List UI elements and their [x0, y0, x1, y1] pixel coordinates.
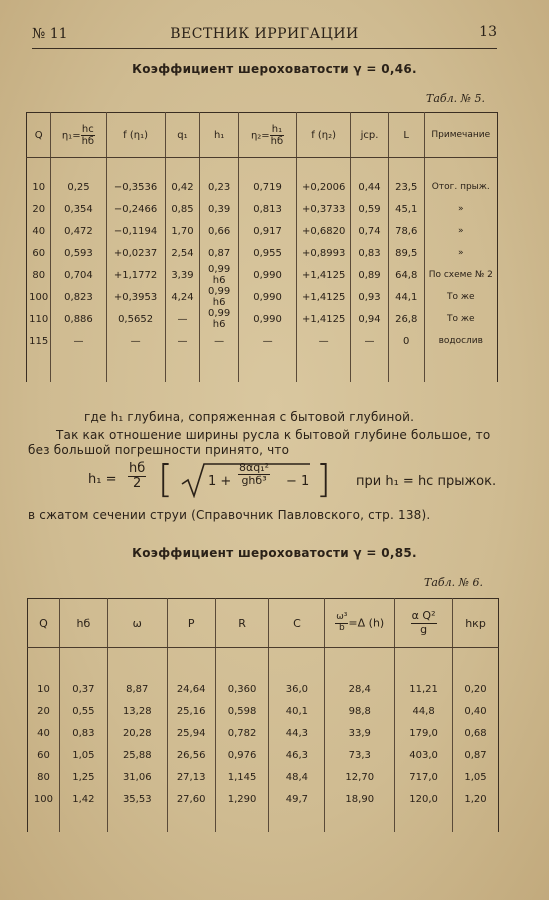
table5-cell: 0,990 [239, 308, 297, 330]
table5-cell: 60 [32, 247, 46, 259]
table6-cell: 0,87 [453, 744, 499, 766]
table5-col-f-eta2: f (η₂) [297, 113, 351, 158]
table5-cell: 1,70 [165, 220, 200, 242]
formula-inner-fraction [238, 462, 270, 487]
table5-cell: −0,1194 [106, 220, 165, 242]
table5-cell: 0,44 [351, 176, 389, 198]
table6-cell: 20,28 [107, 722, 167, 744]
eta2-label: η₂= [250, 130, 270, 141]
table5-cell: +0,0237 [106, 242, 165, 264]
left-bracket-icon: [ [158, 457, 173, 501]
table6-cell: 26,56 [167, 744, 215, 766]
table5-cell: 0,66 [200, 220, 239, 242]
table5-cell: 40 [32, 225, 46, 237]
table5-cell: 26,8 [388, 308, 424, 330]
table6-cell: 0,68 [453, 722, 499, 744]
table5-cell: 64,8 [388, 264, 424, 286]
table5-cell: +0,3953 [106, 286, 165, 308]
table5-cell: — [106, 330, 165, 352]
table5-cell: +0,3733 [297, 198, 351, 220]
table6-cell: 60 [37, 749, 50, 761]
table5-cell: 20 [32, 203, 46, 215]
table5-cell: 0,99 h6 [200, 286, 239, 308]
table5-row [27, 198, 498, 220]
table5-label: Табл. № 5. [426, 92, 486, 105]
table6-cell: 0,782 [215, 722, 269, 744]
table5-col-q: Q [27, 113, 51, 158]
table6-col-c: C [269, 599, 325, 648]
table5-col-eta2 [239, 113, 297, 158]
table5-cell: водослив [424, 330, 497, 352]
table6-cell: 8,87 [107, 678, 167, 700]
table5-cell: 45,1 [388, 198, 424, 220]
table5-cell: 3,39 [165, 264, 200, 286]
table6-cell: 36,0 [269, 678, 325, 700]
table6-col-aq2g [395, 599, 453, 648]
table5-cell: 0,886 [51, 308, 106, 330]
table6-cell: 24,64 [167, 678, 215, 700]
table6-cell: 1,25 [59, 766, 107, 788]
table5-cell: 0,955 [239, 242, 297, 264]
table5-cell: 0,99 h6 [200, 308, 239, 330]
table6-cell: 20 [37, 705, 50, 717]
text-reference: в сжатом сечении струи (Справочник Павловского, стр. 138). [28, 508, 431, 522]
table6-row [28, 744, 499, 766]
conjugate-depth-formula [88, 458, 518, 502]
table6-cell: 27,13 [167, 766, 215, 788]
table6-header-row [28, 599, 499, 648]
table6-col-hb: hб [59, 599, 107, 648]
table6-cell: 48,4 [269, 766, 325, 788]
table6-col-q: Q [28, 599, 60, 648]
table5-cell: 23,5 [388, 176, 424, 198]
table5-cell: — [351, 330, 389, 352]
table5-cell: 100 [29, 291, 49, 303]
table5-cell: — [239, 330, 297, 352]
running-header [32, 24, 497, 49]
table5-cell: » [424, 220, 497, 242]
table5-col-l: L [388, 113, 424, 158]
formula-inner-den: ghб³ [241, 474, 267, 488]
table5-title: Коэффициент шероховатости γ = 0,46. [132, 62, 417, 76]
table5-cell: 0,39 [200, 198, 239, 220]
table6 [27, 598, 499, 832]
table5-cell: +1,4125 [297, 308, 351, 330]
table6-cell: 40,1 [269, 700, 325, 722]
table5-col-eta1 [51, 113, 106, 158]
table5-cell: » [424, 198, 497, 220]
table6-cell: 80 [37, 771, 50, 783]
table5-cell: — [165, 330, 200, 352]
table6-cell: 13,28 [107, 700, 167, 722]
eta1-label: η₁= [61, 130, 81, 141]
page-number: 13 [479, 24, 497, 40]
table5-cell: 0,89 [351, 264, 389, 286]
delta-label: =Δ (h) [348, 616, 385, 629]
table6-cell: 1,20 [453, 788, 499, 810]
table6-cell: 98,8 [325, 700, 395, 722]
table5-cell: 0,94 [351, 308, 389, 330]
table5-cell: 2,54 [165, 242, 200, 264]
text-depth-definition: где h₁ глубина, сопряженная с бытовой глубиной. [84, 410, 415, 424]
table5-row [27, 176, 498, 198]
table6-cell: 0,83 [59, 722, 107, 744]
table6-row [28, 700, 499, 722]
table6-cell: 0,976 [215, 744, 269, 766]
table6-cell: 73,3 [325, 744, 395, 766]
table6-cell: 179,0 [395, 722, 453, 744]
table6-cell: 18,90 [325, 788, 395, 810]
table6-cell: 27,60 [167, 788, 215, 810]
table5-cell: То же [424, 286, 497, 308]
table5-col-jcp: jср. [351, 113, 389, 158]
table5-row [27, 330, 498, 352]
table5-cell: 0 [388, 330, 424, 352]
table5-cell: 0,87 [200, 242, 239, 264]
table6-cell: 33,9 [325, 722, 395, 744]
table6-col-r: R [215, 599, 269, 648]
table5 [26, 112, 498, 382]
table6-cell: 25,94 [167, 722, 215, 744]
table5-col-note: Примечание [424, 113, 497, 158]
table5-cell: 0,85 [165, 198, 200, 220]
table5-cell: −0,3536 [106, 176, 165, 198]
eta2-num: h₁ [270, 124, 285, 136]
formula-half-den: 2 [132, 476, 142, 492]
text-accepted: без большой погрешности принято, что [28, 443, 290, 457]
table6-cell: 31,06 [107, 766, 167, 788]
table5-cell: » [424, 242, 497, 264]
table5-cell: 0,917 [239, 220, 297, 242]
table5-row [27, 286, 498, 308]
table5-cell: −0,2466 [106, 198, 165, 220]
table5-cell: 10 [32, 181, 46, 193]
eta2-den: hб [270, 135, 284, 147]
table6-cell: 717,0 [395, 766, 453, 788]
table5-cell: 0,5652 [106, 308, 165, 330]
journal-title: ВЕСТНИК ИРРИГАЦИИ [170, 26, 359, 42]
formula-half-depth [128, 462, 146, 492]
table6-cell: 25,16 [167, 700, 215, 722]
table6-col-delta-h [325, 599, 395, 648]
table5-cell: 0,93 [351, 286, 389, 308]
table5-cell: 78,6 [388, 220, 424, 242]
table6-cell: 1,05 [453, 766, 499, 788]
table5-cell: 0,593 [51, 242, 106, 264]
table5-cell: +1,4125 [297, 264, 351, 286]
table5-cell: 44,1 [388, 286, 424, 308]
right-bracket-icon: ] [316, 457, 331, 501]
table6-cell: 0,37 [59, 678, 107, 700]
table5-cell: +1,1772 [106, 264, 165, 286]
table6-col-p: P [167, 599, 215, 648]
eta1-den: hб [81, 135, 95, 147]
table6-title: Коэффициент шероховатости γ = 0,85. [132, 546, 417, 560]
table5-cell: 0,25 [51, 176, 106, 198]
table5-cell: — [297, 330, 351, 352]
table6-cell: 35,53 [107, 788, 167, 810]
text-ratio-sentence: Так как отношение ширины русла к бытовой глубине большое, то [56, 428, 491, 442]
table5-cell: 0,42 [165, 176, 200, 198]
table6-cell: 46,3 [269, 744, 325, 766]
aq2g-den: g [420, 622, 428, 636]
delta-den: b [338, 622, 345, 633]
aq2g-num: α Q² [411, 609, 436, 623]
table5-header-row [27, 113, 498, 158]
table6-cell: 0,40 [453, 700, 499, 722]
table5-cell: 0,719 [239, 176, 297, 198]
table5-cell: 89,5 [388, 242, 424, 264]
table5-cell: 0,59 [351, 198, 389, 220]
table5-cell: — [200, 330, 239, 352]
table6-col-hkr: hкр [453, 599, 499, 648]
formula-inner-num: 8αq₁² [239, 461, 270, 474]
table5-cell: +1,4125 [297, 286, 351, 308]
table5-cell: То же [424, 308, 497, 330]
table5-col-q1: q₁ [165, 113, 200, 158]
table6-cell: 28,4 [325, 678, 395, 700]
table6-cell: 0,598 [215, 700, 269, 722]
delta-num: ω³ [336, 611, 348, 622]
table6-row [28, 722, 499, 744]
table6-cell: 0,20 [453, 678, 499, 700]
table5-cell: 0,823 [51, 286, 106, 308]
table6-cell: 1,145 [215, 766, 269, 788]
table6-row [28, 678, 499, 700]
table6-label: Табл. № 6. [424, 576, 484, 589]
table6-cell: 10 [37, 683, 50, 695]
table5-cell: 80 [32, 269, 46, 281]
table5-row [27, 220, 498, 242]
table6-cell: 25,88 [107, 744, 167, 766]
table5-cell: +0,6820 [297, 220, 351, 242]
table5-cell: 0,99 h6 [200, 264, 239, 286]
table5-cell: 0,23 [200, 176, 239, 198]
table6-cell: 0,55 [59, 700, 107, 722]
table5-cell: 4,24 [165, 286, 200, 308]
table6-cell: 100 [33, 793, 54, 805]
table5-cell: По схеме № 2 [424, 264, 497, 286]
table5-col-h1: h₁ [200, 113, 239, 158]
table5-cell: 0,83 [351, 242, 389, 264]
eta1-num: hc [81, 123, 94, 135]
table6-cell: 1,42 [59, 788, 107, 810]
formula-one-plus: 1 + [208, 474, 232, 489]
table5-cell: 0,990 [239, 286, 297, 308]
table6-cell: 120,0 [395, 788, 453, 810]
table5-row [27, 264, 498, 286]
table5-cell: Отог. прыж. [424, 176, 497, 198]
table5-cell: 115 [29, 335, 49, 347]
table5-cell: 0,74 [351, 220, 389, 242]
table5-row [27, 242, 498, 264]
table6-cell: 403,0 [395, 744, 453, 766]
table5-cell: 0,990 [239, 264, 297, 286]
table6-cell: 1,290 [215, 788, 269, 810]
table6-cell: 11,21 [395, 678, 453, 700]
table5-cell: +0,2006 [297, 176, 351, 198]
table5-cell: 0,704 [51, 264, 106, 286]
table5-cell: 110 [29, 313, 49, 325]
table5-cell: 0,813 [239, 198, 297, 220]
table6-cell: 44,3 [269, 722, 325, 744]
table5-cell: 0,354 [51, 198, 106, 220]
table6-col-omega: ω [107, 599, 167, 648]
table6-cell: 12,70 [325, 766, 395, 788]
table5-cell: — [165, 308, 200, 330]
table6-cell: 0,360 [215, 678, 269, 700]
table6-cell: 49,7 [269, 788, 325, 810]
table5-cell: +0,8993 [297, 242, 351, 264]
table6-cell: 1,05 [59, 744, 107, 766]
formula-condition: при h₁ = hc прыжок. [356, 474, 497, 489]
table6-row [28, 766, 499, 788]
issue-number: № 11 [32, 26, 68, 42]
table6-row [28, 788, 499, 810]
formula-half-num: hб [129, 461, 146, 476]
formula-lhs: h₁ = [88, 472, 117, 487]
table5-row [27, 308, 498, 330]
table5-col-f-eta1: f (η₁) [106, 113, 165, 158]
formula-minus-one: − 1 [286, 474, 310, 489]
table5-cell: 0,472 [51, 220, 106, 242]
table6-cell: 44,8 [395, 700, 453, 722]
table6-cell: 40 [37, 727, 50, 739]
table5-cell: — [51, 330, 106, 352]
